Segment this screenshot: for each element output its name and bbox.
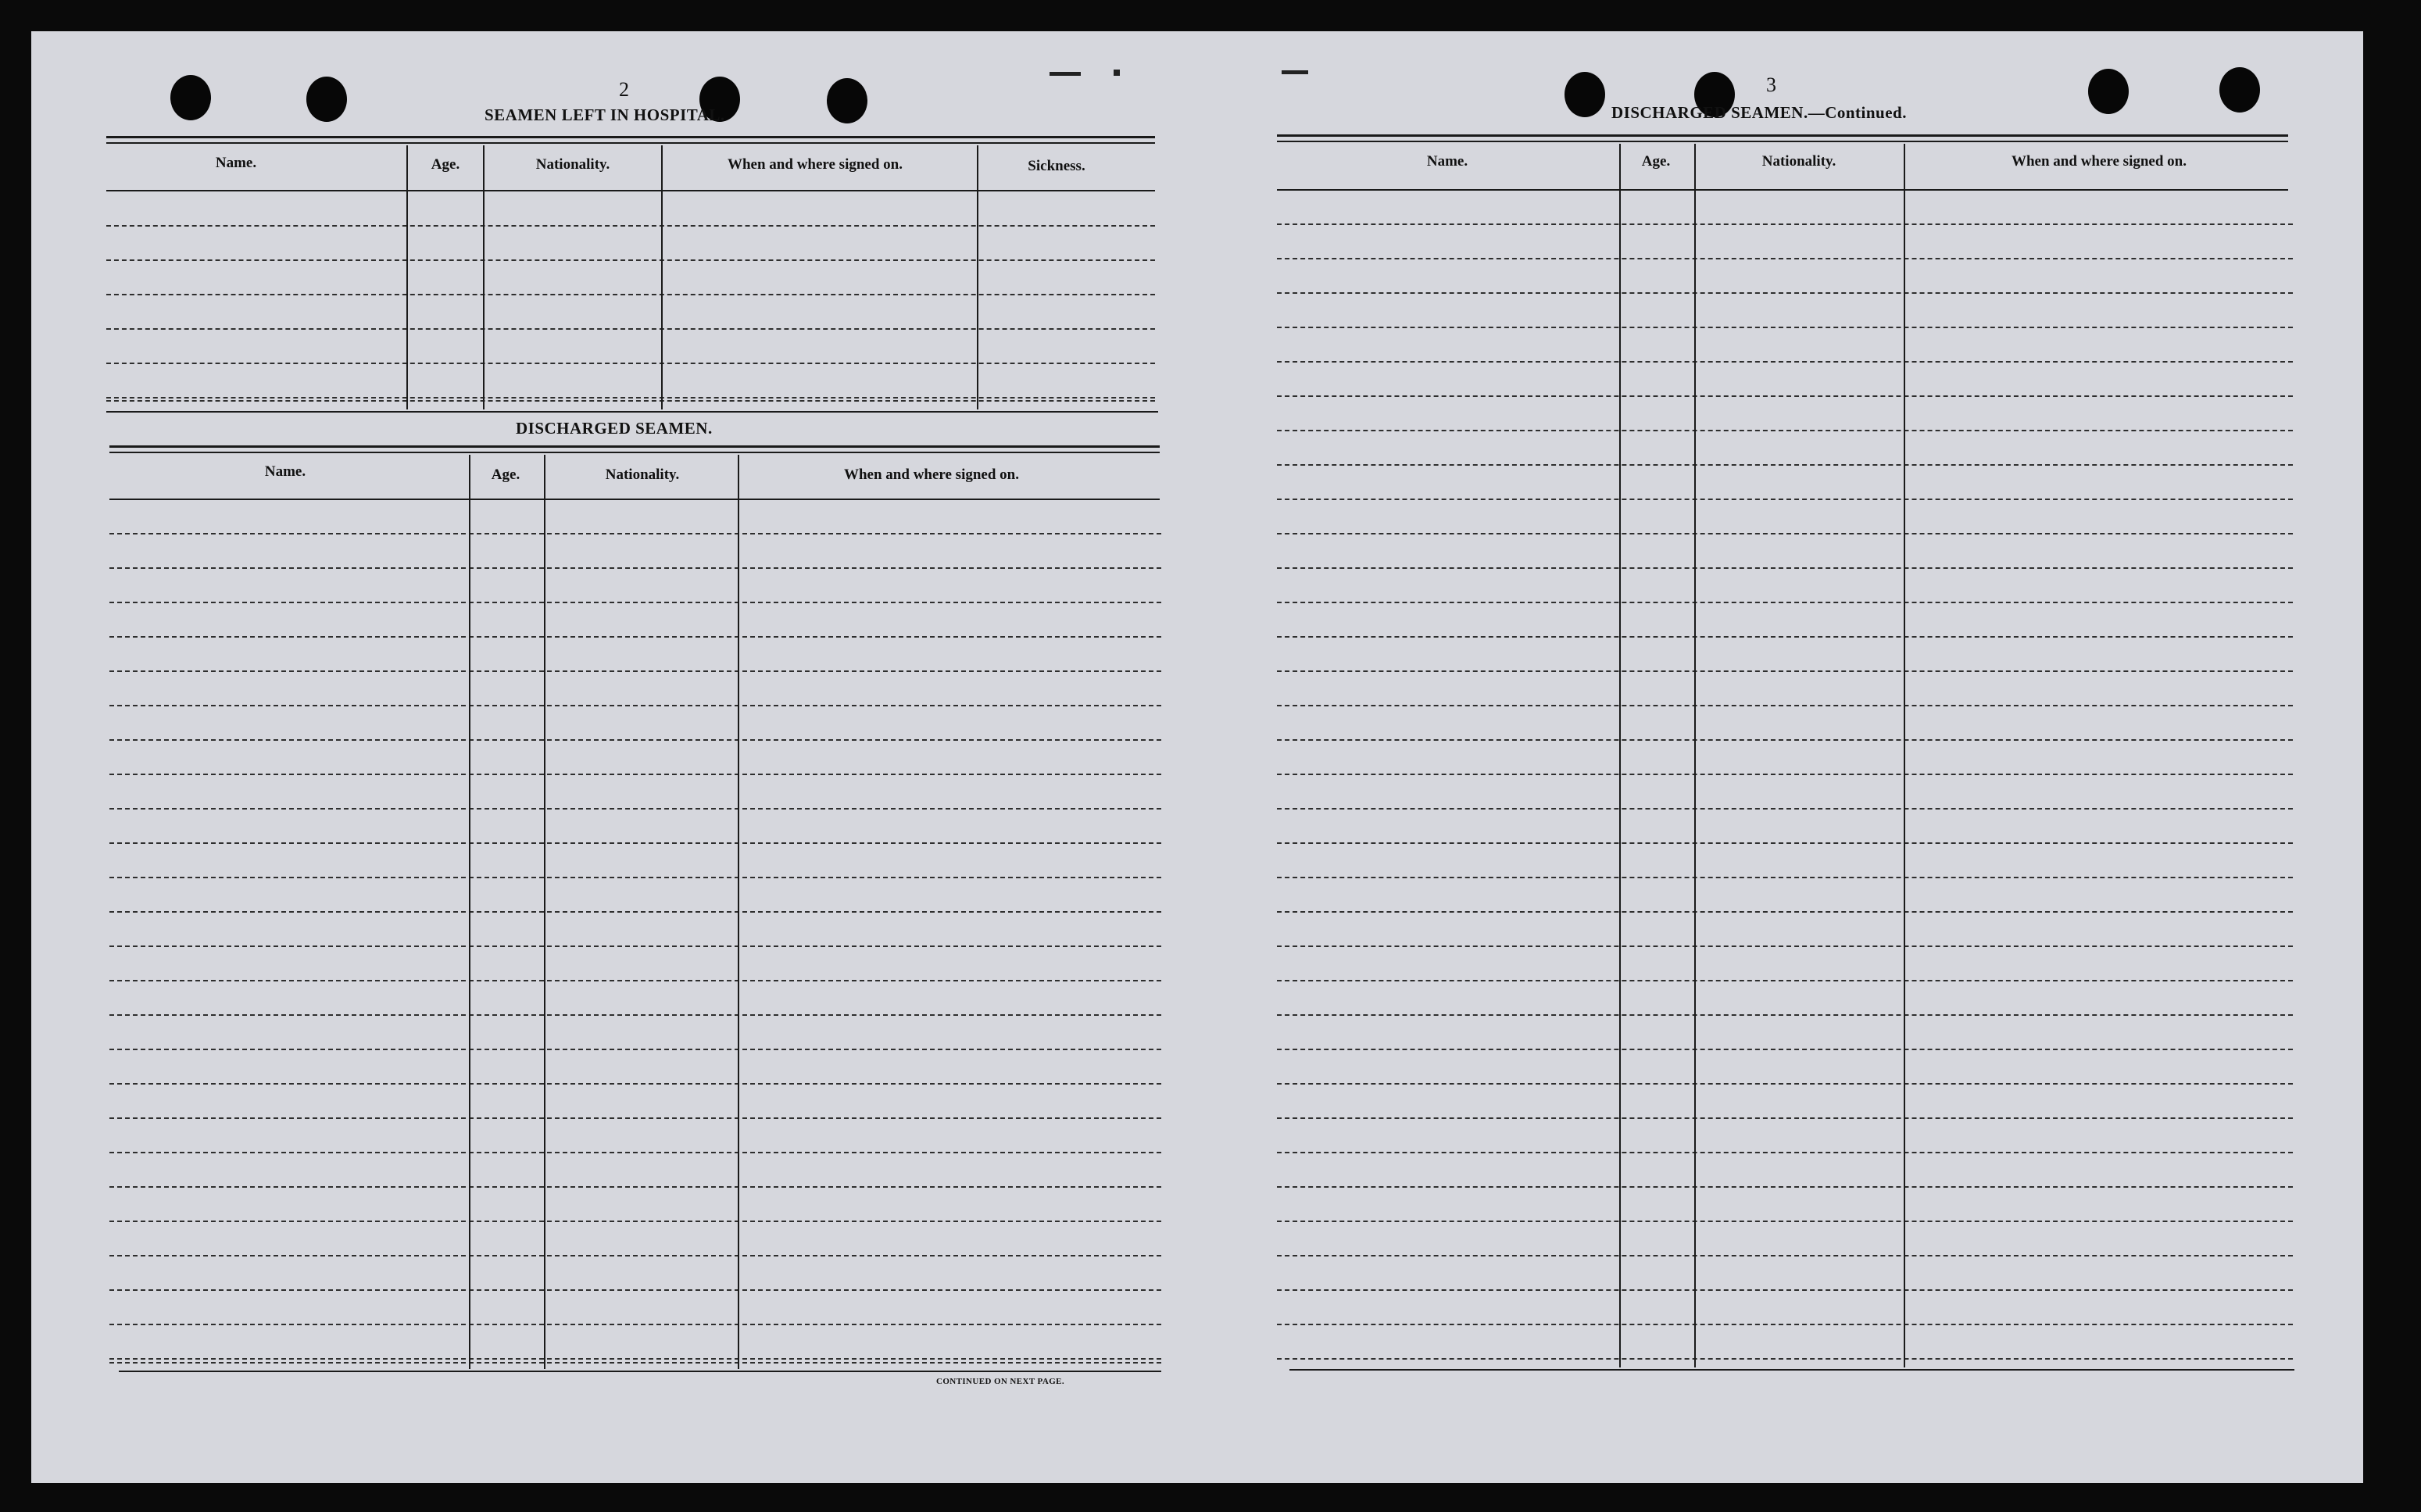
punch-hole: [306, 77, 347, 122]
entry-line: [1277, 258, 2293, 259]
entry-line: [106, 328, 1155, 330]
column-header-signed-on: When and where signed on.: [727, 156, 903, 173]
punch-hole: [2088, 69, 2129, 114]
entry-line: [1277, 533, 2293, 534]
rule: [1289, 1369, 2294, 1371]
entry-line: [109, 705, 1161, 706]
column-divider: [661, 145, 663, 409]
entry-line: [109, 1049, 1161, 1050]
entry-line: [109, 1324, 1161, 1325]
entry-line: [1277, 1255, 2293, 1256]
column-divider: [406, 145, 408, 409]
punch-hole: [170, 75, 211, 120]
entry-line: [109, 1289, 1161, 1291]
column-divider: [977, 145, 978, 409]
entry-line: [109, 1014, 1161, 1016]
column-header-sickness: Sickness.: [1028, 158, 1085, 174]
entry-line: [106, 400, 1155, 402]
entry-line: [1277, 670, 2293, 672]
punch-hole: [1565, 72, 1605, 117]
column-divider: [469, 455, 470, 1369]
column-header-age: Age.: [1641, 153, 1671, 170]
rule: [1277, 141, 2288, 142]
entry-line: [1277, 395, 2293, 397]
entry-line: [1277, 980, 2293, 981]
entry-line: [1277, 430, 2293, 431]
entry-line: [1277, 567, 2293, 569]
entry-line: [1277, 1083, 2293, 1085]
column-divider: [1904, 144, 1905, 1367]
entry-line: [1277, 1117, 2293, 1119]
entry-line: [109, 774, 1161, 775]
page-number-right: 3: [1766, 73, 1776, 96]
entry-line: [109, 1083, 1161, 1085]
column-divider: [544, 455, 545, 1369]
entry-line: [1277, 808, 2293, 810]
entry-line: [109, 1255, 1161, 1256]
column-header-signed-on: When and where signed on.: [2011, 153, 2187, 170]
entry-line: [1277, 945, 2293, 947]
entry-line: [106, 363, 1155, 364]
entry-line: [1277, 1152, 2293, 1153]
section-title-discharged-continued: DISCHARGED SEAMEN.—Continued.: [1611, 103, 1907, 122]
column-divider: [483, 145, 485, 409]
column-divider: [1619, 144, 1621, 1367]
column-divider: [1694, 144, 1696, 1367]
header-rule: [106, 190, 1155, 191]
rule: [106, 142, 1155, 144]
column-header-name: Name.: [1426, 153, 1468, 170]
entry-line: [109, 945, 1161, 947]
rule: [106, 411, 1158, 413]
entry-line: [1277, 1014, 2293, 1016]
ink-mark: [1050, 72, 1081, 76]
section-title-discharged: DISCHARGED SEAMEN.: [516, 419, 713, 438]
entry-line: [1277, 327, 2293, 328]
document-sheet: [31, 31, 2363, 1483]
entry-line: [109, 567, 1161, 569]
page-number-left: 2: [619, 78, 629, 101]
header-rule: [1277, 189, 2288, 191]
rule: [119, 1371, 1161, 1372]
entry-line: [1277, 602, 2293, 603]
entry-line: [109, 533, 1161, 534]
entry-line: [1277, 1324, 2293, 1325]
entry-line: [109, 1221, 1161, 1222]
rule: [106, 136, 1155, 138]
entry-line: [1277, 877, 2293, 878]
punch-hole: [827, 78, 867, 123]
punch-hole: [2219, 67, 2260, 113]
entry-line: [1277, 292, 2293, 294]
entry-line: [1277, 911, 2293, 913]
entry-line: [109, 1117, 1161, 1119]
ink-mark: [1282, 70, 1308, 74]
entry-line: [1277, 739, 2293, 741]
entry-line: [106, 397, 1155, 399]
entry-line: [1277, 361, 2293, 363]
entry-line: [1277, 1358, 2293, 1360]
ink-mark: [1114, 70, 1120, 76]
entry-line: [109, 602, 1161, 603]
column-header-signed-on: When and where signed on.: [843, 466, 1020, 483]
column-header-nationality: Nationality.: [535, 156, 610, 173]
entry-line: [1277, 1289, 2293, 1291]
entry-line: [109, 911, 1161, 913]
entry-line: [106, 294, 1155, 295]
rule: [109, 445, 1160, 448]
entry-line: [1277, 223, 2293, 225]
entry-line: [109, 842, 1161, 844]
continued-note: CONTINUED ON NEXT PAGE.: [936, 1377, 1065, 1386]
entry-line: [1277, 1049, 2293, 1050]
entry-line: [109, 739, 1161, 741]
entry-line: [109, 1186, 1161, 1188]
entry-line: [1277, 636, 2293, 638]
column-divider: [738, 455, 739, 1369]
entry-line: [1277, 774, 2293, 775]
rule: [109, 452, 1160, 453]
entry-line: [109, 1152, 1161, 1153]
entry-line: [1277, 705, 2293, 706]
column-header-age: Age.: [431, 156, 460, 173]
column-header-age: Age.: [491, 466, 520, 483]
entry-line: [1277, 464, 2293, 466]
entry-line: [109, 808, 1161, 810]
entry-line: [106, 259, 1155, 261]
entry-line: [1277, 842, 2293, 844]
entry-line: [1277, 1221, 2293, 1222]
section-title-hospital: SEAMEN LEFT IN HOSPITAL.: [485, 105, 725, 124]
column-header-name: Name.: [215, 155, 257, 171]
entry-line: [109, 877, 1161, 878]
entry-line: [1277, 1186, 2293, 1188]
column-header-nationality: Nationality.: [1761, 153, 1836, 170]
entry-line: [109, 980, 1161, 981]
column-header-name: Name.: [264, 463, 306, 480]
entry-line: [109, 670, 1161, 672]
rule: [1277, 134, 2288, 137]
entry-line: [109, 636, 1161, 638]
entry-line: [106, 225, 1155, 227]
entry-line: [109, 1362, 1161, 1364]
header-rule: [109, 499, 1160, 500]
entry-line: [109, 1358, 1161, 1360]
column-header-nationality: Nationality.: [605, 466, 680, 483]
entry-line: [1277, 499, 2293, 500]
